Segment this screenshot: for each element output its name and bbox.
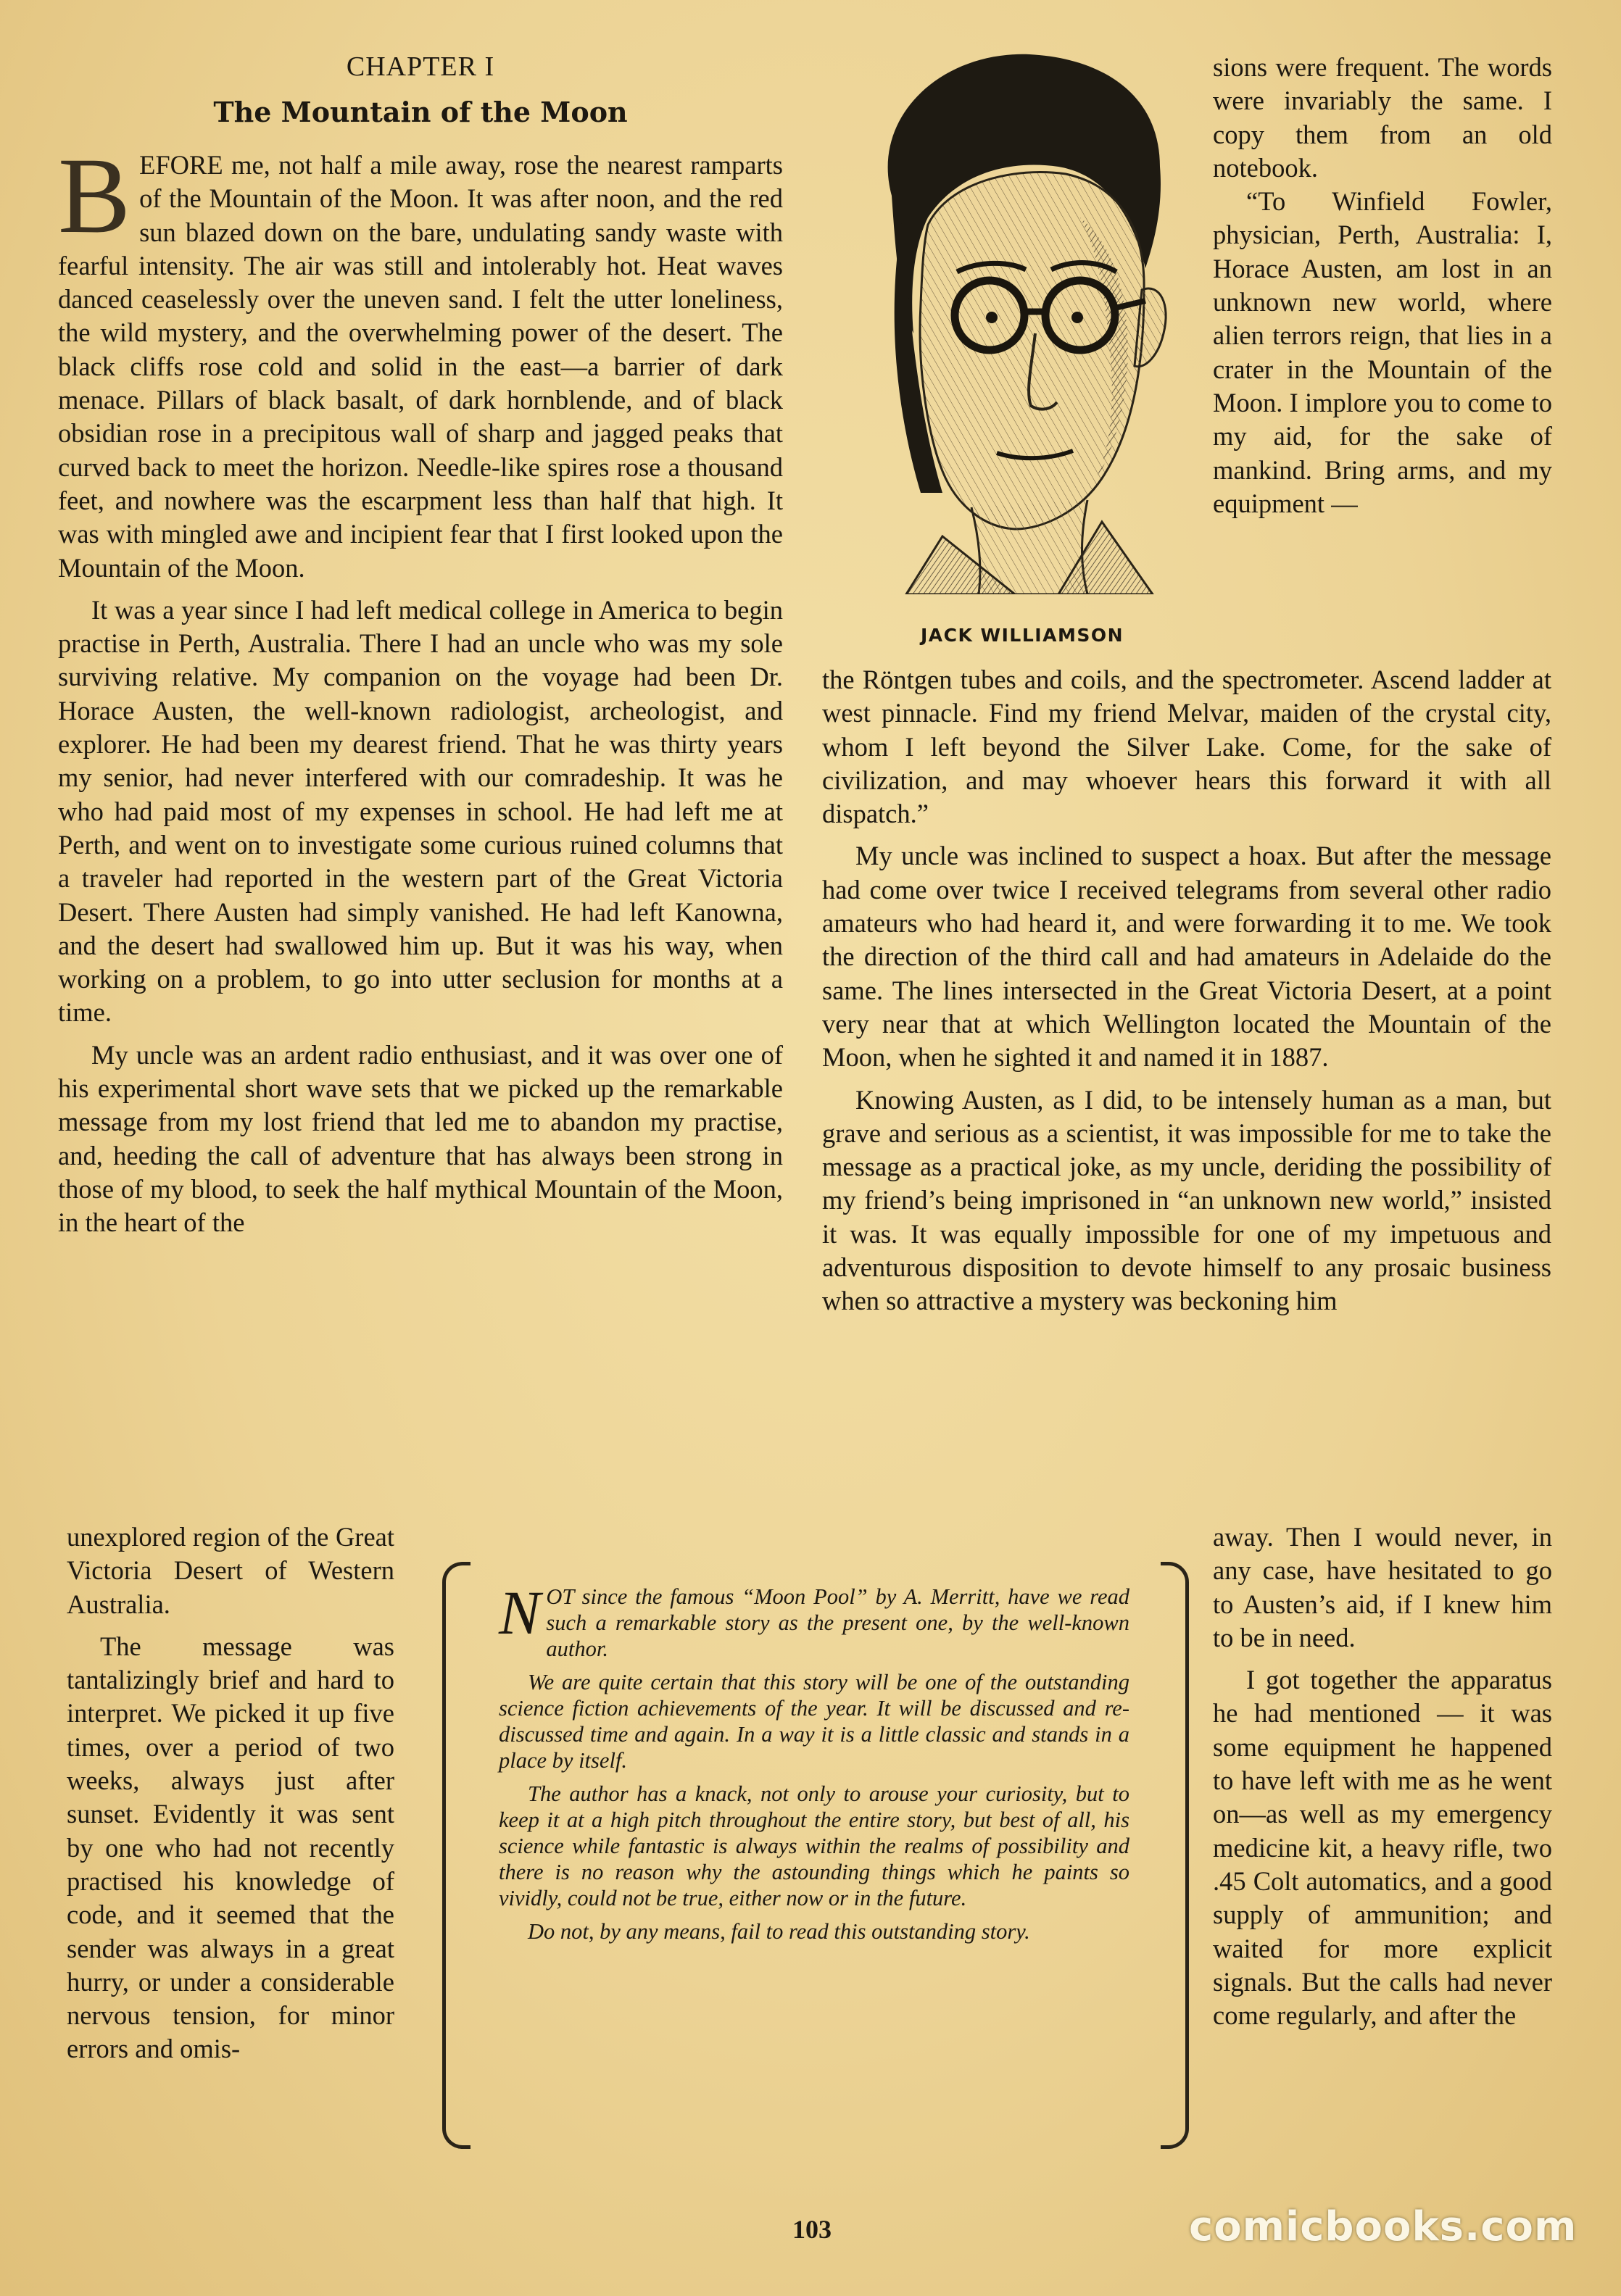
editor-note-box [442,1562,1189,2142]
paragraph: the Röntgen tubes and coils, and the spectrometer. Ascend ladder at west pinnacle. Find my friend Melvar, maiden of the crystal city, whom I left beyond the Silver Lake. Come, for the sake of civilization, and may whoever hears this forward it with all dispatch.” [822,665,1551,829]
right-middle-column [822,663,1551,1318]
note-drop-cap: N [499,1578,541,1647]
right-bottom-column [1213,1521,1552,2032]
paragraph: Knowing Austen, as I did, to be intensely human as a man, but grave and serious as a scientist, it was impossible for me to take the message as a practical joke, as my uncle, deriding the possibility of my friend’s being imprisoned in “an unknown new world,” insisted it was. It was equally impossible for one of my impetuous and adventurous disposition to devote himself to any prosaic business when so attractive a mystery was beckoning him [822,1084,1551,1316]
paragraph: away. Then I would never, in any case, have hesitated to go to Austen’s aid, if I knew him to be in need. [1213,1522,1552,1652]
paragraph: My uncle was an ardent radio enthusiast, and it was over one of his experimental short wave sets that we picked up the remarkable message from my lost friend that led me to abandon my practise, and, heeding the call of adventure that has always been strong in those of my blood, to seek the half mythical Mountain of the Moon, in the heart of the [58,1039,783,1238]
note-opening-text: OT since the famous “Moon Pool” by A. Merritt, have we read such a remarkable story as the present one, by the well-known author. [546,1584,1129,1661]
paragraph: The message was tantalizingly brief and hard to interpret. We picked it up five times, over a period of two weeks, always just after sunset. Evidently it was sent by one who had not recently practised his knowledge of code, and it seemed that the sender was always in a great hurry, or under a considerable nervous tension, for minor errors and omis- [67,1631,394,2064]
opening-text: EFORE me, not half a mile away, rose the nearest ramparts of the Mountain of the Moon. It was after noon, and the red sun blazed down on the bare, undulating sandy waste with fearful intensity. The air was still and intolerably hot. Heat waves danced ceaselessly over the uneven sand. I felt the utter loneliness, the wild mystery, and the overwhelming power of the desert. The black cliffs rose cold and solid in the east—a barrier of dark menace. Pillars of black basalt, of dark hornblende, and of black obsidian rose in a precipitous wall of sharp and jagged peaks that curved back to meet the horizon. Needle-like spires rose a thousand feet, and nowhere was the escarpment less than half that high. It was with mingled awe and incipient fear that I first looked upon the Mountain of the Moon. [58,150,783,583]
editor-note-text [499,1578,1129,1952]
paragraph: It was a year since I had left medical college in America to begin practise in Perth, Australia. There I had an uncle who was my sole surviving relative. My companion on the voyage had been Dr. Horace Austen, the well-known radiologist, archeologist, and explorer. He had been my dearest friend. That he was thirty years my senior, had never interfered with our comradeship. It was he who had paid most of my expenses in school. He had left me at Perth, and went on to investigate some curious ruined columns that a traveler had reported in the western part of the Great Victoria Desert. There Austen had simply vanished. He had left Kanowna, and the desert had swallowed him up. But it was his way, when working on a problem, to go into utter seclusion for months at a time. [58,594,783,1028]
paragraph: unexplored region of the Great Victoria Desert of Western Australia. [67,1522,394,1619]
portrait-caption: JACK WILLIAMSON [920,625,1124,646]
drop-cap: B [58,136,131,256]
note-paragraph [499,1578,1129,1662]
paragraph: I got together the apparatus he had mentioned — it was some equipment he happened to have left with me as he went on—as well as my emergency medicine kit, a heavy rifle, two .45 Colt automatics, and a good supply of ammunition; and waited for more explicit signals. But the calls had never come regularly, and after the [1213,1665,1552,2031]
note-paragraph: Do not, by any means, fail to read this outstanding story. [528,1919,1030,1944]
left-bracket-icon [442,1562,470,2149]
left-bottom-column [67,1521,394,2066]
portrait-illustration-icon [841,29,1203,594]
left-column [58,136,783,1240]
page-number: 103 [792,2215,832,2244]
note-paragraph: We are quite certain that this story will be one of the outstanding science fiction achievements of the year. It will be discussed and re-discussed time and again. In a way it is a little classic and stands in a place by itself. [499,1670,1129,1773]
opening-paragraph [58,136,783,585]
note-paragraph: The author has a knack, not only to arouse your curiosity, but to keep it at a high pitch throughout the entire story, but best of all, his science while fantastic is always within the realms of possibility and there is no reason why the astounding things which he paints so vividly, could not be true, either now or in the future. [499,1781,1129,1910]
chapter-label: CHAPTER I [346,51,495,82]
paragraph: sions were frequent. The words were invariably the same. I copy them from an old notebook. [1213,52,1552,183]
author-portrait [841,29,1203,594]
right-bracket-icon [1161,1562,1189,2149]
paragraph: “To Winfield Fowler, physician, Perth, Australia: I, Horace Austen, am lost in an unknown new world, where alien terrors reign, that lies in a crater in the Mountain of the Moon. I implore you to come to my aid, for the sake of mankind. Bring arms, and my equipment — [1213,186,1552,518]
right-top-column [1213,51,1552,520]
watermark: comicbooks.com [1189,2203,1578,2250]
chapter-title: The Mountain of the Moon [213,96,628,128]
paragraph: My uncle was inclined to suspect a hoax. But after the message had come over twice I received telegrams from several other radio amateurs who had heard it, and were forwarding it to me. We took the direction of the third call and had amateurs in Adelaide do the same. The lines intersected in the Great Victoria Desert, at a point very near that at which Wellington located the Mountain of the Moon, when he sighted it and named it in 1887. [822,841,1551,1073]
